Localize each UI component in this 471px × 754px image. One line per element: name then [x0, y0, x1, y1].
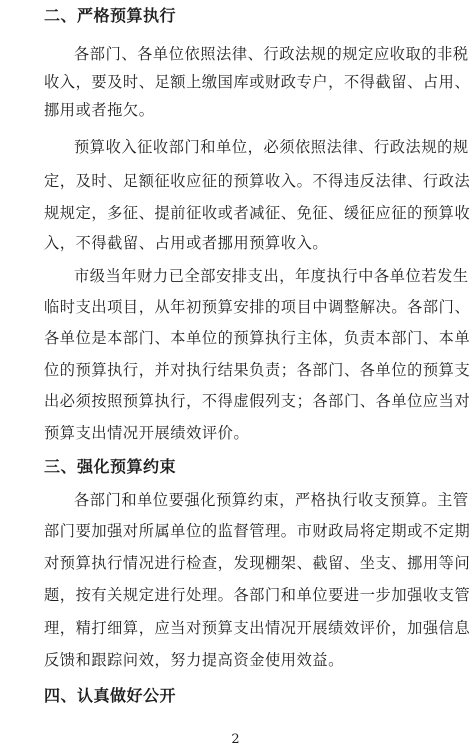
section-heading-3: 三、强化预算约束 [44, 457, 177, 476]
paragraph-line: 预算支出情况开展绩效评价。 [44, 424, 250, 442]
paragraph-line: 规规定，多征、提前征收或者减征、免征、缓征应征的预算收 [44, 204, 471, 222]
paragraph-line: 各部门和单位要强化预算约束，严格执行收支预算。主管 [74, 491, 469, 509]
paragraph-line: 入，不得截留、占用或者挪用预算收入。 [44, 234, 329, 252]
paragraph-line: 临时支出项目，从年初预算安排的项目中调整解决。各部门、 [44, 298, 471, 316]
paragraph-line: 部门要加强对所属单位的监督管理。市财政局将定期或不定期 [44, 522, 471, 540]
paragraph-line: 各单位是本部门、本单位的预算执行主体，负责本部门、本单 [44, 329, 471, 347]
paragraph-line: 挪用或者拖欠。 [44, 101, 155, 119]
paragraph-line: 位的预算执行，并对执行结果负责；各部门、各单位的预算支 [44, 361, 471, 379]
paragraph-line: 理，精打细算，应当对预算支出情况开展绩效评价，加强信息 [44, 619, 471, 637]
paragraph-line: 题，按有关规定进行处理。各部门和单位要进一步加强收支管 [44, 586, 471, 604]
page-number: 2 [231, 732, 240, 747]
paragraph-line: 反馈和跟踪问效，努力提高资金使用效益。 [44, 651, 344, 669]
paragraph-line: 各部门、各单位依照法律、行政法规的规定应收取的非税 [74, 45, 469, 63]
section-heading-2: 二、严格预算执行 [44, 6, 177, 25]
paragraph-line: 市级当年财力已全部安排支出，年度执行中各单位若发生 [74, 267, 469, 285]
paragraph-line: 对预算执行情况进行检查，发现棚架、截留、坐支、挪用等问 [44, 554, 471, 572]
paragraph-line: 定，及时、足额征收应征的预算收入。不得违反法律、行政法 [44, 172, 471, 190]
paragraph-line: 收入，要及时、足额上缴国库或财政专户，不得截留、占用、 [44, 73, 471, 91]
paragraph-line: 预算收入征收部门和单位，必须依照法律、行政法规的规 [74, 138, 469, 156]
section-heading-4: 四、认真做好公开 [44, 686, 177, 705]
paragraph-line: 出必须按照预算执行，不得虚假列支；各部门、各单位应当对 [44, 392, 471, 410]
